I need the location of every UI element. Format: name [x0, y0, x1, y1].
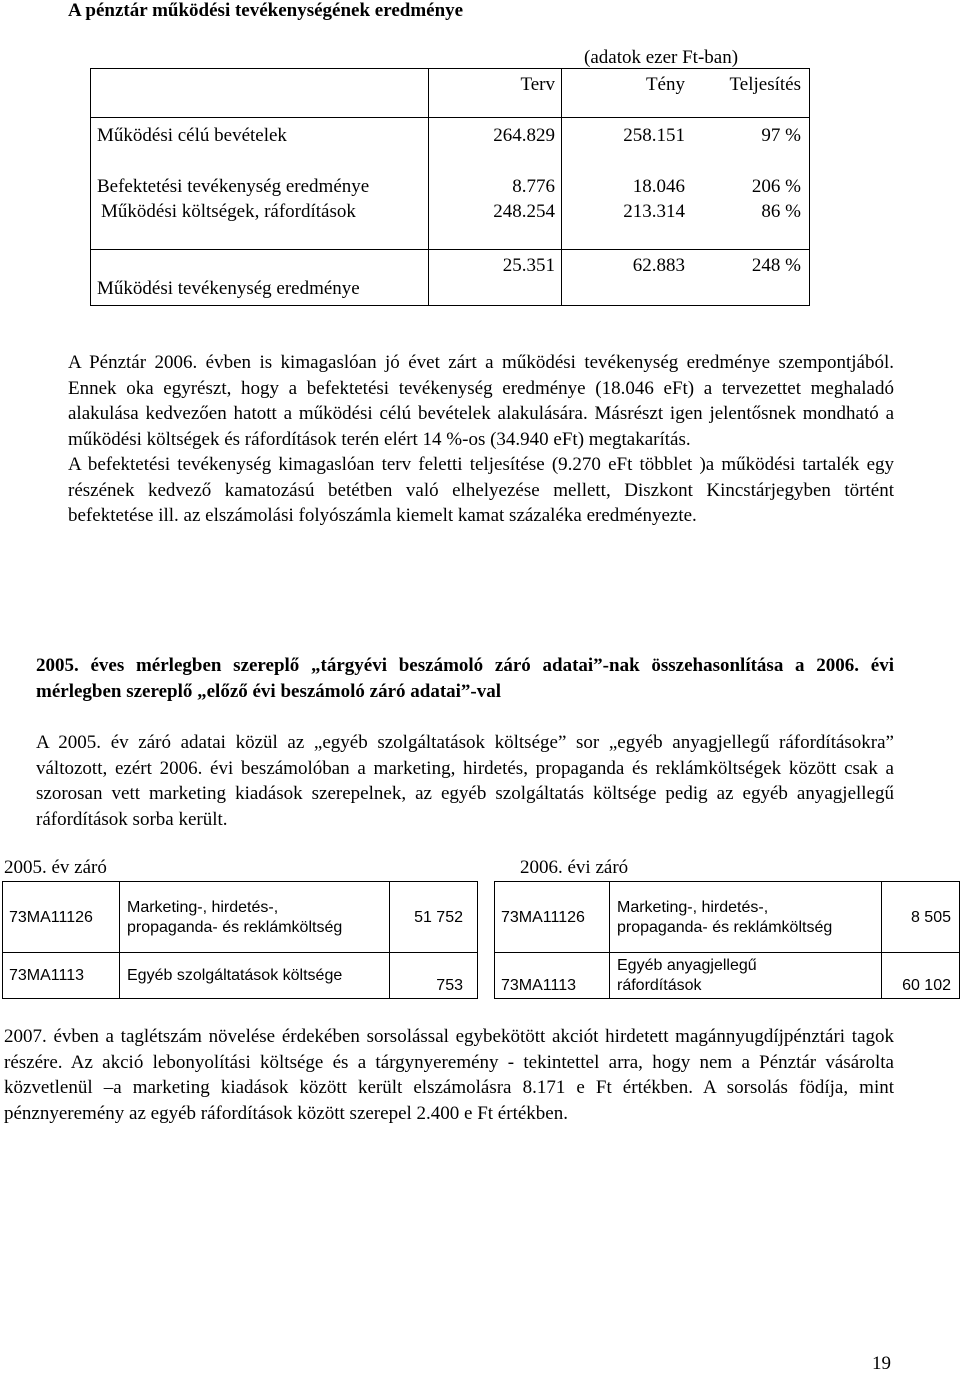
year-2006-label: 2006. évi záró: [520, 857, 629, 878]
comparison-paragraph: A 2005. év záró adatai közül az „egyéb szolgáltatások költsége” sor „egyéb anyagjellegű ráfordításokra” változott, ezért 2006. évi beszámolóban a marketing, hirdetés, propaganda és reklámköltségek között csak a szorosan vett marketing kiadások szerepelnek, az egyéb szolgáltatás költsége pedig az egyéb anyagjellegű ráfordítások sorba került.: [36, 732, 894, 830]
account-code: 73MA11126: [9, 909, 93, 926]
row-plan: 25.351: [502, 255, 555, 276]
account-value: 8 505: [910, 909, 951, 926]
row-label: Befektetési tevékenység eredménye: [97, 176, 370, 197]
paragraph: A befektetési tevékenység kimagaslóan terv feletti teljesítése (9.270 eFt többlet )a működési tartalék egy részének kedvező kamatozású betétben való elhelyezése mellett, Diszkont Kincstárjegyben történt befektetése ill. az elszámolási folyószámla kiemelt kamat százaléka eredményezte.: [68, 454, 894, 526]
account-name: ráfordítások: [617, 977, 702, 994]
row-actual: 18.046: [632, 176, 685, 197]
header-plan: Terv: [520, 74, 555, 95]
accounts-table-2005: [2, 881, 478, 999]
row-actual: 258.151: [623, 125, 685, 146]
account-name: Marketing-, hirdetés-,: [127, 899, 279, 916]
comparison-title: 2005. éves mérlegben szereplő „tárgyévi beszámoló záró adatai”-nak összehasonlítása a 2006. évi mérlegben szereplő „előző évi beszámoló záró adatai”-val: [36, 655, 894, 702]
page-number: 19: [872, 1353, 891, 1374]
unit-note: (adatok ezer Ft-ban): [584, 47, 739, 68]
row-performance: 248 %: [751, 255, 801, 276]
account-code: 73MA1113: [9, 967, 85, 984]
account-name: propaganda- és reklámköltség: [617, 919, 833, 936]
row-performance: 86 %: [761, 201, 801, 222]
account-code: 73MA1113: [501, 977, 577, 994]
campaign-paragraph: 2007. évben a taglétszám növelése érdekében sorsolással egybekötött akciót hirdetett magánnyugdíjpénztári tagok részére. Az akció lebonyolítási költsége és a tárgynyeremény - tekintettel arra, hogy nem a Pénztár vásárolta közvetlenül –a marketing kiadások között került elszámolásra 8.171 e Ft értékben. A sorsolás födíja, mint pénznyeremény az egyéb ráfordítások között szerepel 2.400 e Ft értékben.: [4, 1026, 894, 1124]
account-value: 753: [436, 977, 463, 994]
row-label: Működési célú bevételek: [97, 125, 287, 146]
row-plan: 248.254: [493, 201, 555, 222]
account-value: 60 102: [902, 977, 951, 994]
account-name: Egyéb szolgáltatások költsége: [127, 967, 343, 984]
row-actual: 213.314: [623, 201, 685, 222]
row-plan: 264.829: [493, 125, 555, 146]
results-explanation: [68, 350, 894, 529]
account-name: Marketing-, hirdetés-,: [617, 899, 769, 916]
account-name: propaganda- és reklámköltség: [127, 919, 343, 936]
account-value: 51 752: [414, 909, 463, 926]
accounts-table-2006: [494, 881, 960, 999]
row-performance: 206 %: [751, 176, 801, 197]
row-label: Működési tevékenység eredménye: [97, 278, 360, 299]
row-actual: 62.883: [632, 255, 685, 276]
row-label: Működési költségek, ráfordítások: [101, 201, 356, 222]
paragraph: A Pénztár 2006. évben is kimagaslóan jó évet zárt a működési tevékenység eredménye szempontjából. Ennek oka egyrészt, hogy a befektetési tevékenység eredménye (18.046 eFt) a tervezettet meghaladó alakulása kedvezően hatott a működési célú bevételek alakulására. Másrészt igen jelentősnek mondható a működési költségek és ráfordítások terén elért 14 %-os (34.940 eFt) megtakarítás.: [68, 352, 894, 450]
year-2005-label: 2005. év záró: [4, 857, 107, 878]
results-table: [90, 68, 810, 306]
header-actual: Tény: [645, 74, 685, 95]
row-performance: 97 %: [761, 125, 801, 146]
account-code: 73MA11126: [501, 909, 585, 926]
header-performance: Teljesítés: [729, 74, 801, 95]
section-heading: A pénztár működési tevékenységének eredménye: [68, 0, 464, 21]
row-plan: 8.776: [512, 176, 555, 197]
account-name: Egyéb anyagjellegű: [617, 957, 757, 974]
